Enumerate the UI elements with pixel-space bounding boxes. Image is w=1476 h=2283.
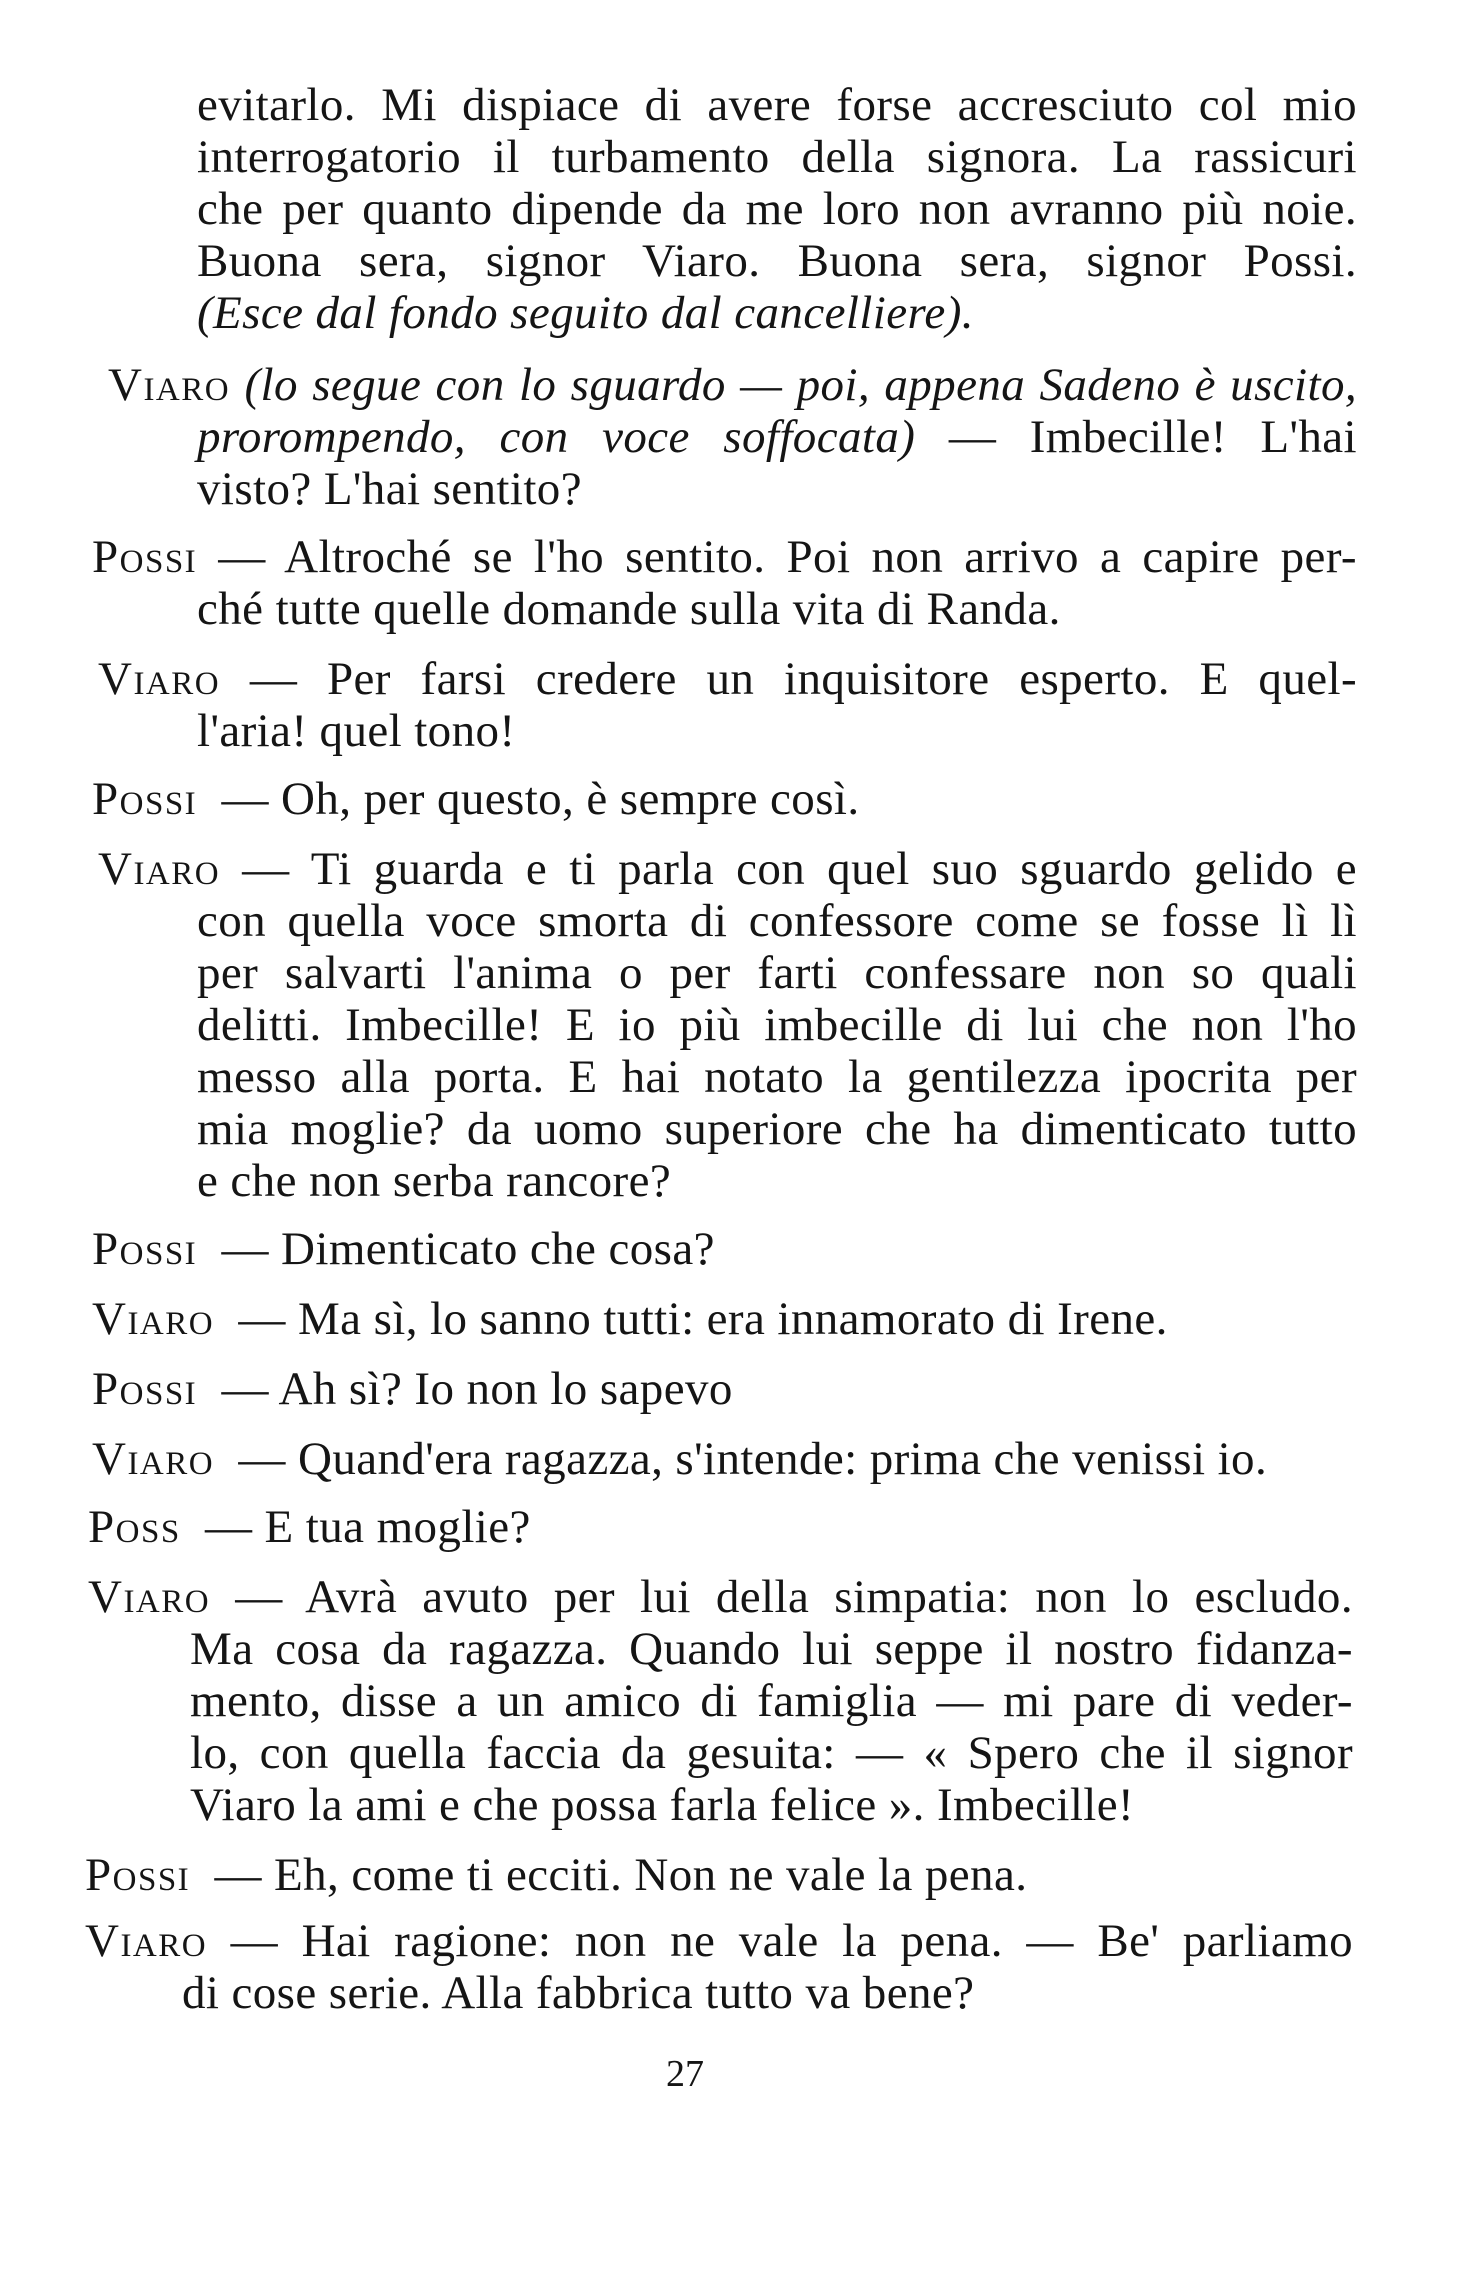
- speaker-name: Viaro: [85, 1915, 208, 1967]
- speaker-name: Viaro: [98, 843, 221, 895]
- speaker-name: Viaro: [92, 1293, 215, 1345]
- speaker-name: Poss: [88, 1501, 181, 1553]
- dialogue-text: — Dimenticato che cosa?: [221, 1223, 715, 1275]
- speaker-name: Possi: [92, 1223, 198, 1275]
- speaker-name: Viaro: [88, 1571, 211, 1623]
- text-line: ché tutte quelle domande sulla vita di Randa.: [197, 583, 1061, 635]
- dialogue-text: — Ma sì, lo sanno tutti: era innamorato di Irene.: [238, 1293, 1168, 1345]
- text-line: di cose serie. Alla fabbrica tutto va bene?: [182, 1967, 975, 2019]
- dialogue-text: — Per farsi credere un inquisitore esperto. E quel-: [249, 653, 1357, 705]
- dialogue-line: [88, 1500, 531, 1554]
- text-line: messo alla porta. E hai notato la gentilezza ipocrita per: [197, 1051, 1357, 1103]
- dialogue-text: — Eh, come ti ecciti. Non ne vale la pena.: [214, 1849, 1028, 1901]
- dialogue-text: — Quand'era ragazza, s'intende: prima che venissi io.: [238, 1433, 1268, 1485]
- text-line: visto? L'hai sentito?: [197, 463, 582, 515]
- stage-direction: (lo segue con lo sguardo — poi, appena Sadeno è uscito,: [244, 359, 1357, 411]
- speaker-name: Possi: [92, 531, 198, 583]
- dialogue-line: [92, 1432, 1267, 1486]
- text-line: Buona sera, signor Viaro. Buona sera, signor Possi.: [197, 235, 1357, 287]
- dialogue-line: [85, 1848, 1027, 1902]
- text-line: per salvarti l'anima o per farti confessare non so quali: [197, 947, 1357, 999]
- text-line: l'aria! quel tono!: [197, 705, 516, 757]
- text-line: delitti. Imbecille! E io più imbecille di lui che non l'ho: [197, 999, 1357, 1051]
- text-line: Viaro la ami e che possa farla felice ». Imbecille!: [190, 1779, 1135, 1831]
- text-line: con quella voce smorta di confessore come se fosse lì lì: [197, 895, 1357, 947]
- dialogue-text: — Hai ragione: non ne vale la pena. — Be' parliamo: [230, 1915, 1353, 1967]
- dialogue-line: [88, 1570, 1353, 1624]
- text-line: e che non serba rancore?: [197, 1155, 672, 1207]
- text-line: interrogatorio il turbamento della signora. La rassicuri: [197, 131, 1357, 183]
- dialogue-text: — E tua moglie?: [205, 1501, 531, 1553]
- dialogue-line: [92, 1292, 1168, 1346]
- dialogue-text: — Ah sì? Io non lo sapevo: [221, 1363, 733, 1415]
- dialogue-line: [85, 1914, 1353, 1968]
- dialogue-line: [98, 652, 1357, 706]
- text-line: lo, con quella faccia da gesuita: — « Spero che il signor: [190, 1727, 1353, 1779]
- speaker-name: Viaro: [98, 653, 221, 705]
- dialogue-line: [197, 410, 1357, 464]
- text-line: Ma cosa da ragazza. Quando lui seppe il nostro fidanza-: [190, 1623, 1353, 1675]
- dialogue-line: [92, 1362, 733, 1416]
- dialogue-line: [108, 358, 1357, 412]
- text-line: mento, disse a un amico di famiglia — mi pare di veder-: [190, 1675, 1353, 1727]
- stage-direction: (Esce dal fondo seguito dal cancelliere).: [197, 287, 974, 339]
- speaker-name: Possi: [92, 1363, 198, 1415]
- dialogue-line: [92, 772, 860, 826]
- speaker-name: Viaro: [108, 359, 231, 411]
- speaker-name: Viaro: [92, 1433, 215, 1485]
- speaker-name: Possi: [85, 1849, 191, 1901]
- dialogue-text: — Oh, per questo, è sempre così.: [221, 773, 860, 825]
- dialogue-text: — Ti guarda e ti parla con quel suo sguardo gelido e: [242, 843, 1358, 895]
- text-line: che per quanto dipende da me loro non avranno più noie.: [197, 183, 1357, 235]
- text-line: mia moglie? da uomo superiore che ha dimenticato tutto: [197, 1103, 1357, 1155]
- dialogue-line: [98, 842, 1357, 896]
- stage-direction: prorompendo, con voce soffocata): [197, 411, 916, 463]
- text-line: evitarlo. Mi dispiace di avere forse accresciuto col mio: [197, 79, 1357, 131]
- speaker-name: Possi: [92, 773, 198, 825]
- dialogue-text: — Altroché se l'ho sentito. Poi non arrivo a capire per-: [218, 531, 1357, 583]
- dialogue-line: [92, 1222, 715, 1276]
- dialogue-text: — Imbecille! L'hai: [948, 411, 1357, 463]
- dialogue-text: — Avrà avuto per lui della simpatia: non lo escludo.: [235, 1571, 1353, 1623]
- page-number: 27: [666, 2053, 704, 2095]
- dialogue-line: [92, 530, 1357, 584]
